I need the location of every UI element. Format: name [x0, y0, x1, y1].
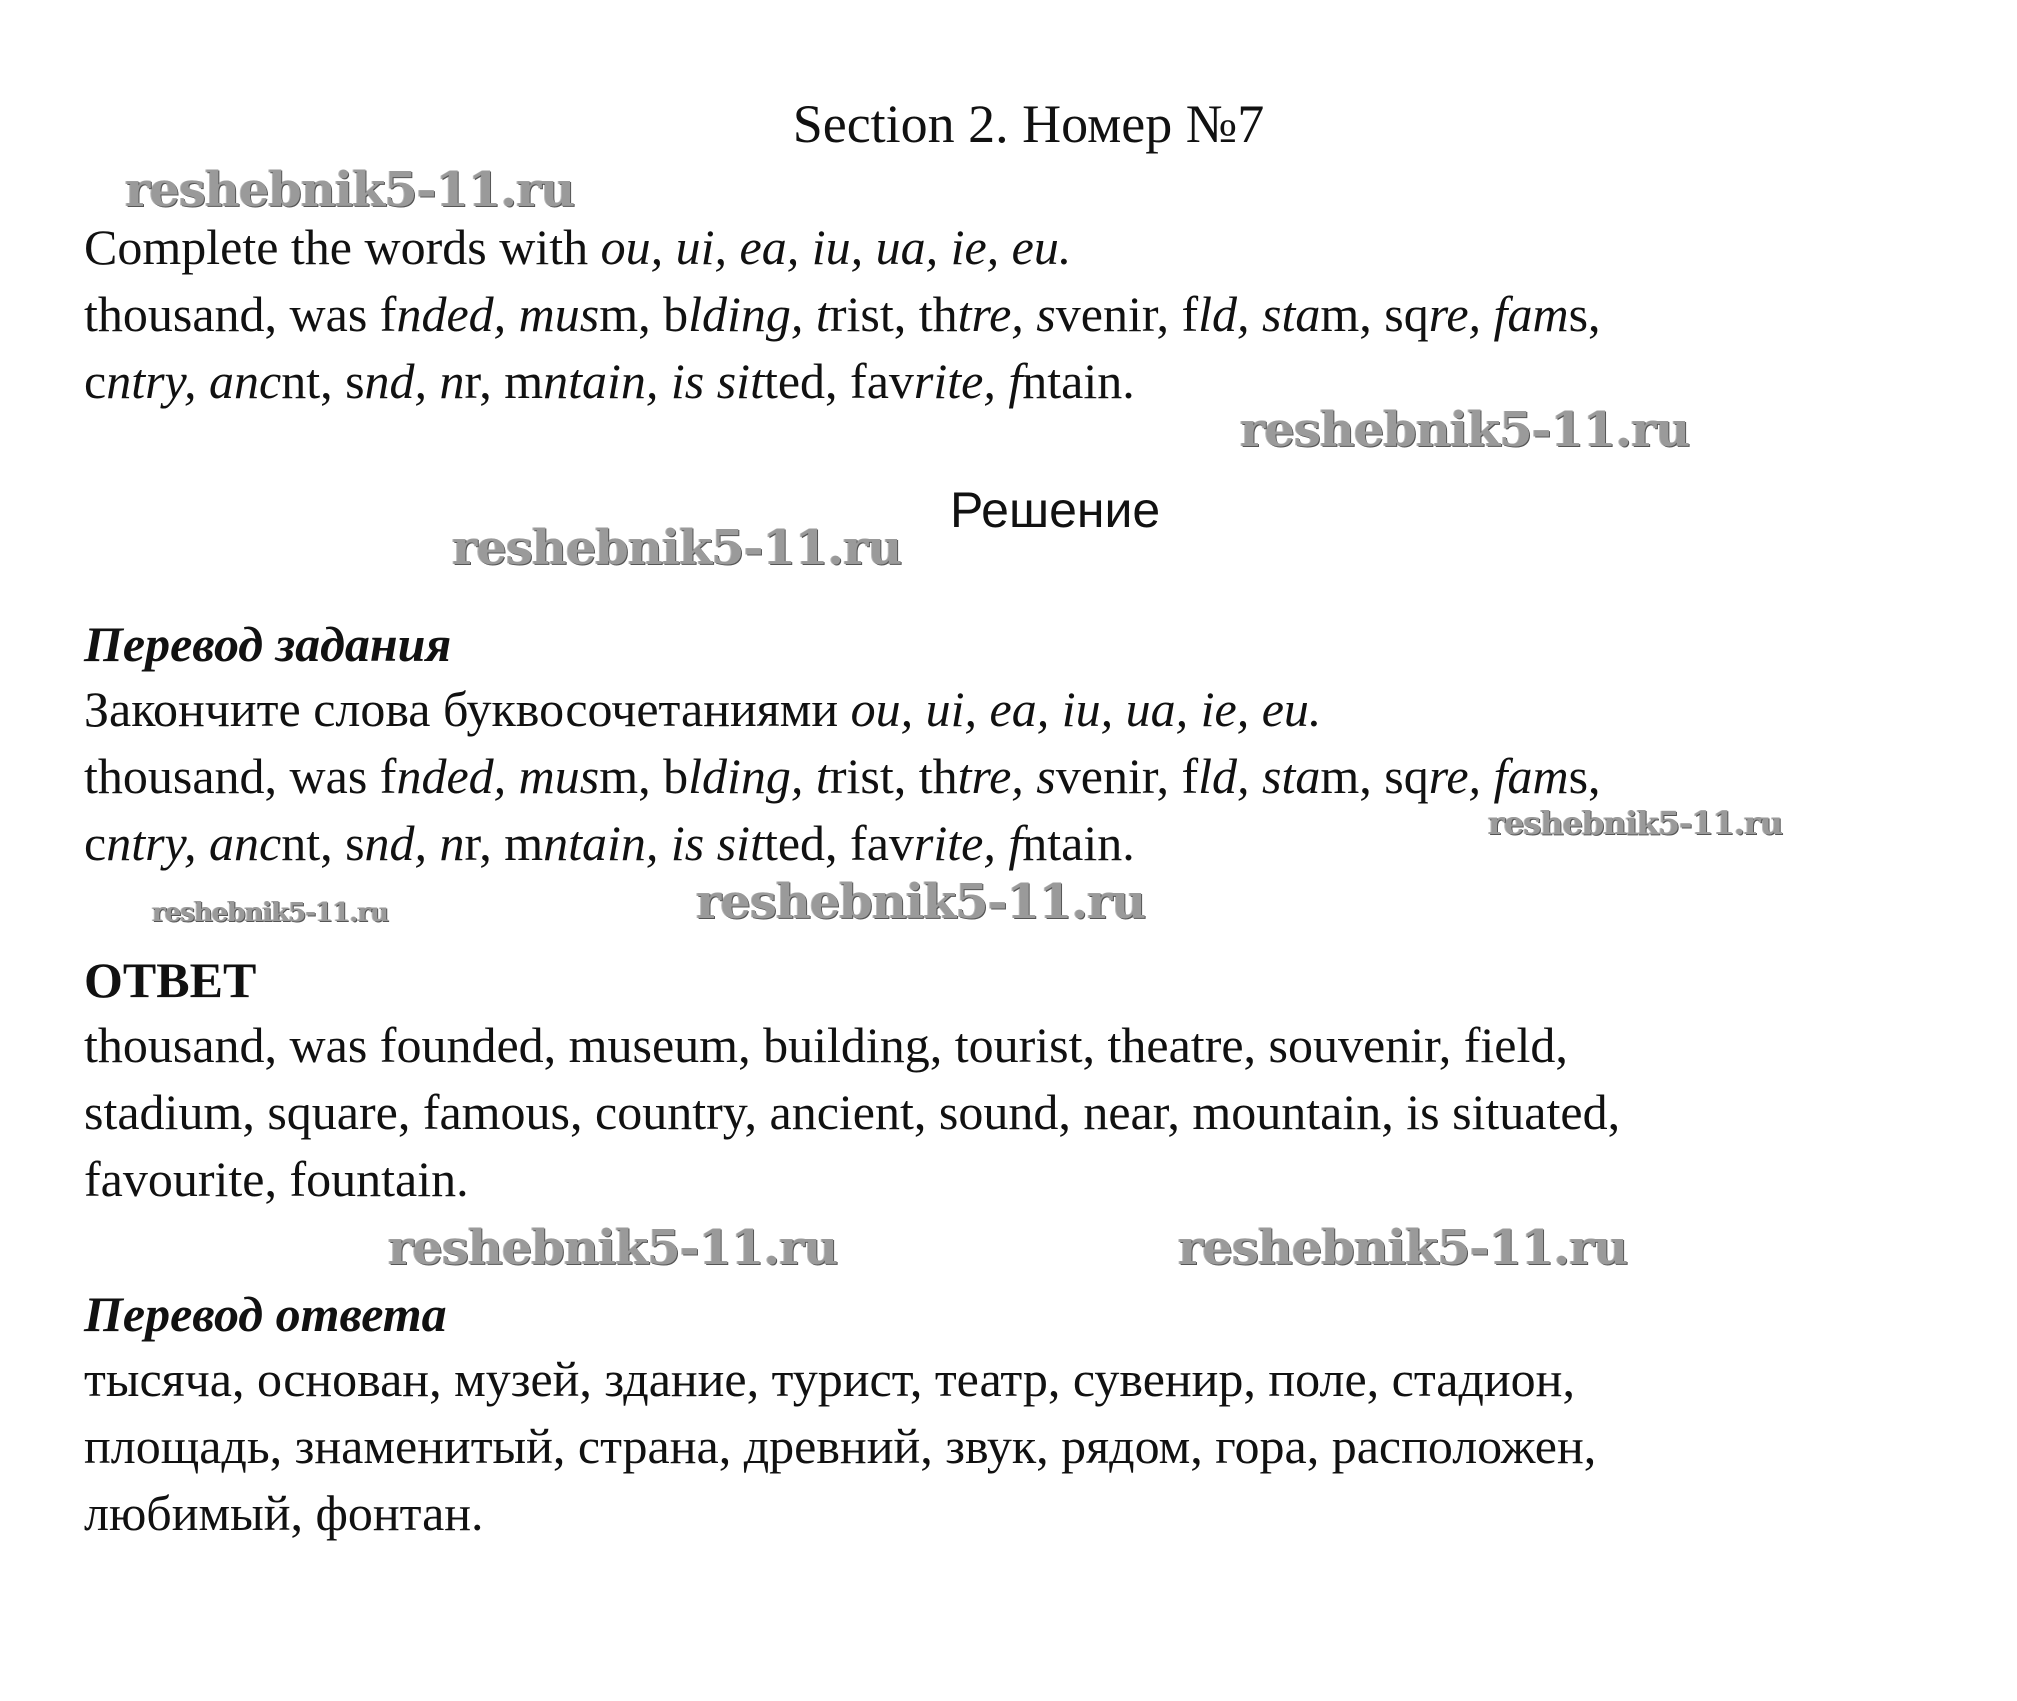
watermark-1: reshebnik5-11.ru [125, 162, 575, 218]
watermark-8: reshebnik5-11.ru [1178, 1220, 1628, 1276]
translation-task-instruction: Закончите слова буквосочетаниями ou, ui, ea, iu, ua, ie, eu. [84, 681, 1322, 737]
italic-fragment: nd, n [364, 815, 465, 871]
task-block [84, 214, 1964, 415]
answer-translation-line-1: тысяча, основан, музей, здание, турист, театр, сувенир, поле, стадион, [84, 1351, 1575, 1407]
italic-fragment: lding, t [688, 748, 830, 804]
watermark-4: reshebnik5-11.ru [1488, 804, 1783, 842]
text-fragment: thousand, was f [84, 286, 397, 342]
italic-fragment: rite, f [913, 815, 1023, 871]
text-fragment: m, sq [1320, 286, 1429, 342]
translation-words-line-1 [84, 743, 1964, 810]
text-fragment: m, b [599, 286, 689, 342]
text-fragment: nt, s [281, 815, 365, 871]
solution-label: Решение [950, 482, 1161, 538]
page-title [0, 92, 2017, 156]
answer-heading: ОТВЕТ [84, 952, 257, 1008]
italic-fragment: re, fam [1428, 748, 1569, 804]
watermark-2: reshebnik5-11.ru [1240, 402, 1690, 458]
watermark-6: reshebnik5-11.ru [696, 874, 1146, 930]
italic-fragment: ntain, is sit [543, 815, 764, 871]
text-fragment: c [84, 815, 107, 871]
text-fragment: s, [1568, 286, 1601, 342]
watermark-5: reshebnik5-11.ru [152, 898, 389, 928]
answer-translation-line-3: любимый, фонтан. [84, 1485, 484, 1541]
italic-fragment: ntry, anc [106, 815, 282, 871]
answer-block [84, 1012, 1964, 1213]
text-fragment: ted, fav [763, 353, 914, 409]
italic-fragment: nded, mus [396, 748, 600, 804]
answer-line-2: stadium, square, famous, country, ancient, sound, near, mountain, is situated, [84, 1084, 1621, 1140]
text-fragment: venir, f [1055, 748, 1199, 804]
text-fragment: rist, th [829, 748, 958, 804]
answer-translation-heading: Перевод ответа [84, 1286, 447, 1342]
italic-fragment: ntry, anc [106, 353, 282, 409]
text-fragment: rist, th [829, 286, 958, 342]
watermark-3: reshebnik5-11.ru [452, 520, 902, 576]
answer-translation-block [84, 1346, 1964, 1547]
text-fragment: r, m [464, 353, 544, 409]
italic-fragment: ntain, is sit [543, 353, 764, 409]
answer-line-1: thousand, was founded, museum, building, tourist, theatre, souvenir, field, [84, 1017, 1568, 1073]
task-instruction: Complete the words with ou, ui, ea, iu, ua, ie, eu. [84, 219, 1072, 275]
italic-fragment: lding, t [688, 286, 830, 342]
italic-fragment: ld, sta [1198, 286, 1321, 342]
translation-task-block [84, 676, 1964, 877]
title-text: Section 2. Номер №7 [792, 94, 1265, 154]
text-fragment: s, [1568, 748, 1601, 804]
italic-fragment: re, fam [1428, 286, 1569, 342]
text-fragment: venir, f [1055, 286, 1199, 342]
task-words-line-1 [84, 281, 1964, 348]
italic-fragment: nded, mus [396, 286, 600, 342]
text-fragment: thousand, was f [84, 748, 397, 804]
answer-line-3: favourite, fountain. [84, 1151, 469, 1207]
italic-fragment: nd, n [364, 353, 465, 409]
watermark-7: reshebnik5-11.ru [388, 1220, 838, 1276]
text-fragment: r, m [464, 815, 544, 871]
text-fragment: ntain. [1022, 353, 1135, 409]
italic-fragment: tre, s [957, 748, 1056, 804]
text-fragment: ted, fav [763, 815, 914, 871]
text-fragment: ntain. [1022, 815, 1135, 871]
text-fragment: c [84, 353, 107, 409]
italic-fragment: rite, f [913, 353, 1023, 409]
text-fragment: m, sq [1320, 748, 1429, 804]
italic-fragment: tre, s [957, 286, 1056, 342]
text-fragment: m, b [599, 748, 689, 804]
translation-task-heading: Перевод задания [84, 616, 452, 672]
answer-translation-line-2: площадь, знаменитый, страна, древний, звук, рядом, гора, расположен, [84, 1418, 1597, 1474]
text-fragment: nt, s [281, 353, 365, 409]
italic-fragment: ld, sta [1198, 748, 1321, 804]
